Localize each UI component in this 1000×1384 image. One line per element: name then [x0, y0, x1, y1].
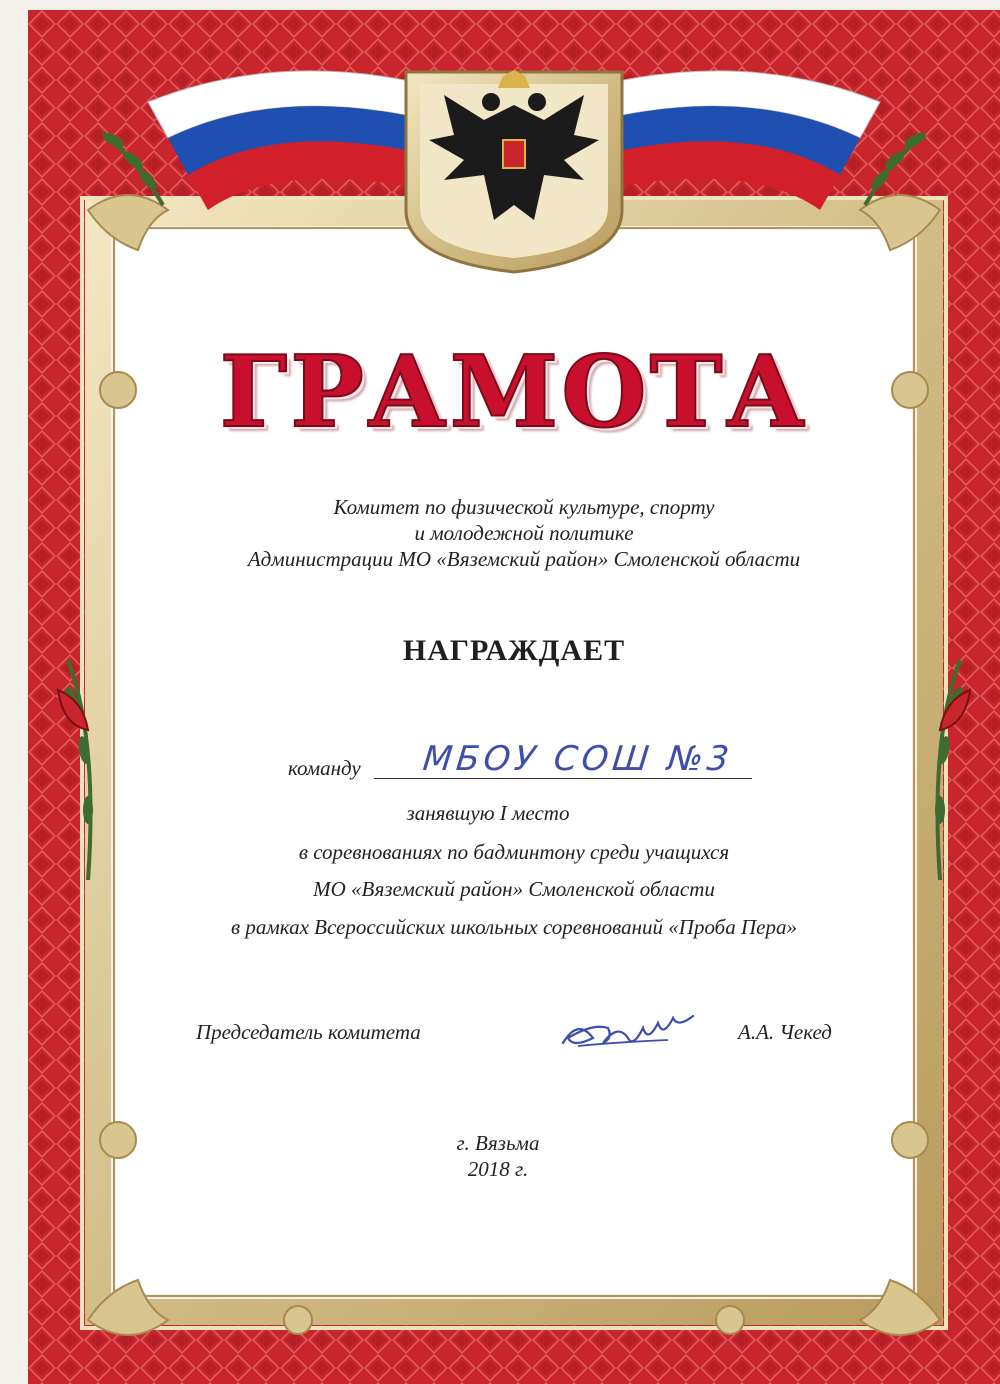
recipient-handwritten-name: МБОУ СОШ №3 — [420, 739, 735, 779]
handwritten-signature — [558, 1008, 708, 1058]
issuer-line: Администрации МО «Вяземский район» Смоленской области — [247, 547, 801, 571]
detail-line: занявшую I место — [406, 801, 570, 825]
detail-line: в соревнованиях по бадминтону среди учащихся — [298, 840, 730, 864]
certificate-title: ГРАМОТА — [219, 335, 809, 450]
award-heading: НАГРАЖДАЕТ — [402, 634, 626, 667]
certificate-sheet — [28, 10, 1000, 1384]
recipient-row — [288, 739, 788, 785]
signature-row — [28, 1020, 1000, 1060]
issuer-line: Комитет по физической культуре, спорту — [333, 495, 715, 519]
signatory-position: Председатель комитета — [196, 1020, 421, 1044]
signatory-name: А.А. Чекед — [738, 1020, 832, 1044]
recipient-label: команду — [288, 756, 361, 780]
issuer-block — [28, 494, 1000, 572]
detail-line: в рамках Всероссийских школьных соревнований «Проба Пера» — [231, 915, 797, 939]
detail-line: МО «Вяземский район» Смоленской области — [313, 877, 715, 901]
year: 2018 г. — [467, 1157, 529, 1181]
issuer-line: и молодежной политике — [414, 521, 634, 545]
place-date-block — [28, 1130, 984, 1182]
city: г. Вязьма — [456, 1131, 540, 1155]
